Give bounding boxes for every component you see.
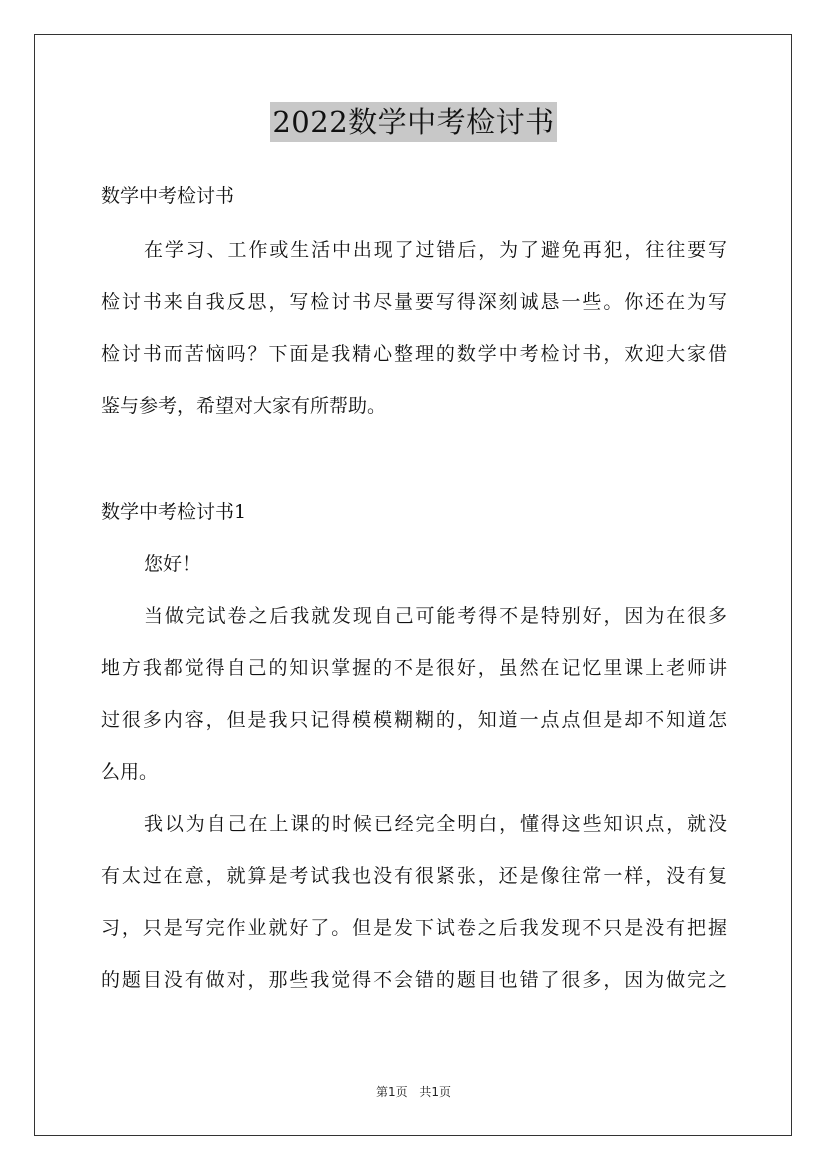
- intro-line: 在学习、工作或生活中出现了过错后，为了避免再犯，往往要写: [144, 239, 727, 261]
- paragraph-line: 过很多内容，但是我只记得模模糊糊的，知道一点点但是却不知道怎: [101, 709, 727, 731]
- document-body: [101, 174, 727, 1002]
- paragraph-line: 地方我都觉得自己的知识掌握的不是很好，虽然在记忆里课上老师讲: [101, 657, 727, 679]
- page-footer: [0, 1083, 827, 1100]
- section-heading: 数学中考检讨书1: [101, 501, 247, 523]
- paragraph-line: 习，只是写完作业就好了。但是发下试卷之后我发现不只是没有把握: [101, 917, 727, 939]
- subtitle: 数学中考检讨书: [101, 185, 235, 207]
- paragraph-line: 我以为自己在上课的时候已经完全明白，懂得这些知识点，就没: [144, 813, 727, 835]
- document-title: 2022数学中考检讨书: [270, 102, 556, 142]
- intro-line: 检讨书而苦恼吗？下面是我精心整理的数学中考检讨书，欢迎大家借: [101, 343, 727, 365]
- paragraph-line: 么用。: [101, 761, 159, 783]
- intro-line: 鉴与参考，希望对大家有所帮助。: [101, 395, 387, 417]
- greeting: 您好！: [144, 553, 202, 575]
- paragraph-line: 的题目没有做对，那些我觉得不会错的题目也错了很多，因为做完之: [101, 969, 727, 991]
- paragraph-line: 当做完试卷之后我就发现自己可能考得不是特别好，因为在很多: [144, 605, 727, 627]
- title-container: [0, 102, 827, 142]
- intro-line: 检讨书来自我反思，写检讨书尽量要写得深刻诚恳一些。你还在为写: [101, 291, 727, 313]
- page-number: 第1页: [375, 1085, 408, 1099]
- paragraph-line: 有太过在意，就算是考试我也没有很紧张，还是像往常一样，没有复: [101, 865, 727, 887]
- total-pages: 共1页: [419, 1085, 452, 1099]
